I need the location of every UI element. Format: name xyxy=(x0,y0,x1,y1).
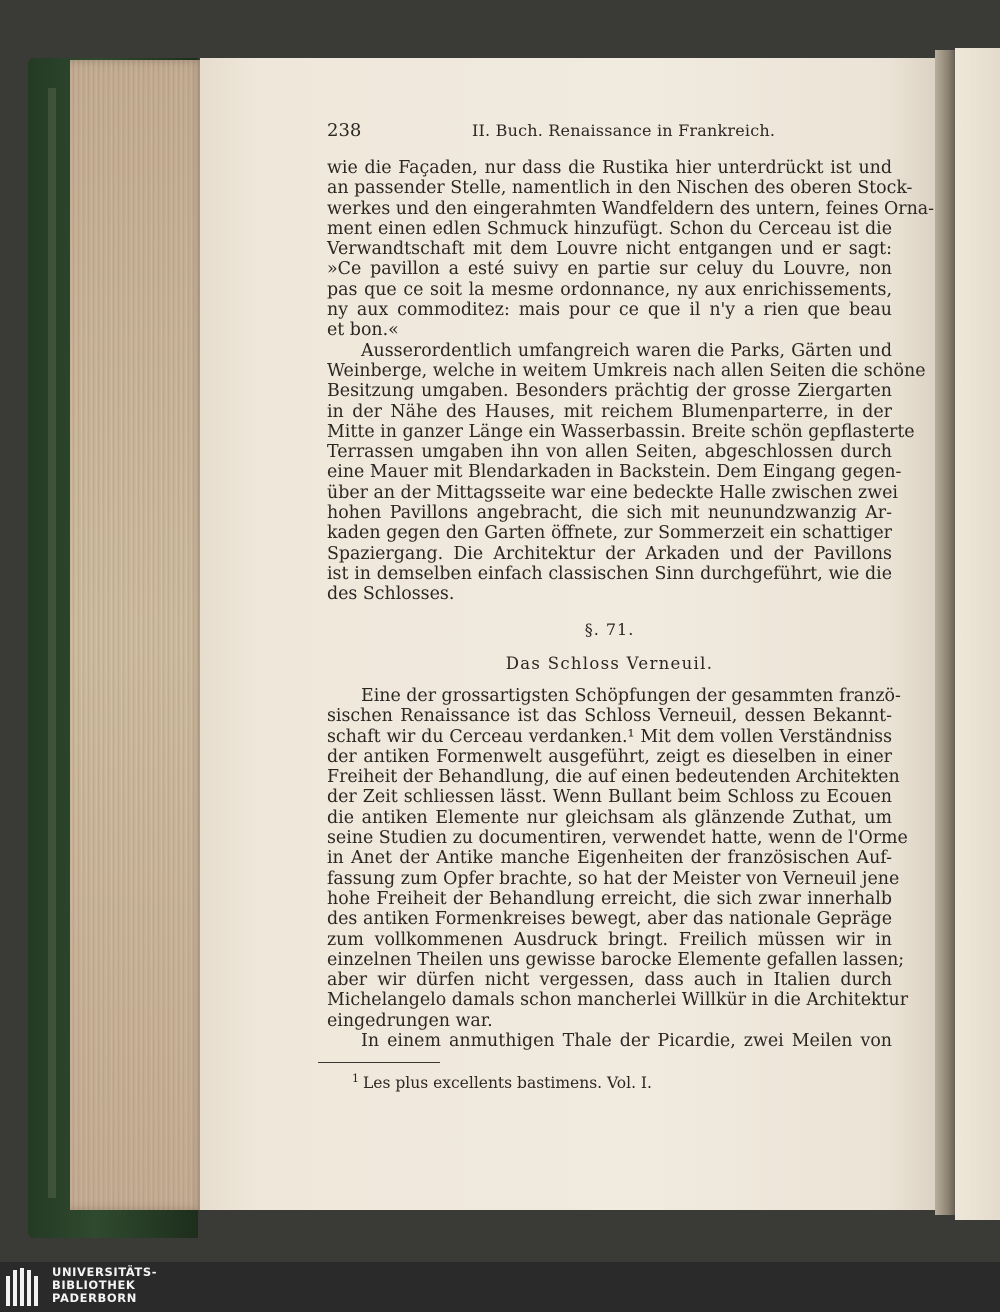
text-line: »Ce pavillon a esté suivy en partie sur celuy du Louvre, non xyxy=(327,259,892,280)
library-name-line: PADERBORN xyxy=(52,1291,137,1305)
footnote-text: Les plus excellents bastimens. Vol. I. xyxy=(363,1074,652,1093)
library-name xyxy=(52,1266,157,1305)
text-line: Ausserordentlich umfangreich waren die Parks, Gärten und xyxy=(361,340,892,361)
running-head xyxy=(327,120,892,146)
text-line: in Anet der Antike manche Eigenheiten der französischen Auf- xyxy=(327,848,892,869)
text-line: Verwandtschaft mit dem Louvre nicht entgangen und er sagt: xyxy=(327,239,892,260)
page-number: 238 xyxy=(327,120,362,141)
page-edges xyxy=(70,60,205,1210)
text-line: eine Mauer mit Blendarkaden in Backstein. Dem Eingang gegen- xyxy=(327,462,902,483)
text-line: des antiken Formenkreises bewegt, aber das nationale Gepräge xyxy=(327,909,892,930)
text-line: zum vollkommenen Ausdruck bringt. Freilich müssen wir in xyxy=(327,929,892,950)
facing-page-edge xyxy=(955,48,1000,1220)
text-line: des Schlosses. xyxy=(327,584,455,605)
text-line: Mitte in ganzer Länge ein Wasserbassin. Breite schön gepflasterte xyxy=(327,421,915,442)
text-line: Spaziergang. Die Architektur der Arkaden und der Pavillons xyxy=(327,543,892,564)
text-line: kaden gegen den Garten öffnete, zur Sommerzeit ein schattiger xyxy=(327,523,892,544)
text-line: einzelnen Theilen uns gewisse barocke Elemente gefallen lassen; xyxy=(327,949,905,970)
text-line: fassung zum Opfer brachte, so hat der Meister von Verneuil jene xyxy=(327,868,900,889)
book-gutter xyxy=(935,50,957,1215)
text-line: seine Studien zu documentiren, verwendet hatte, wenn de l'Orme xyxy=(327,828,908,849)
footnote-mark: 1 xyxy=(352,1072,359,1085)
section-text xyxy=(327,686,909,1052)
text-line: in der Nähe des Hauses, mit reichem Blumenparterre, in der xyxy=(327,401,892,422)
footnote-rule xyxy=(318,1062,440,1063)
text-line: ny aux commoditez: mais pour ce que il n'y a rien que beau xyxy=(327,300,892,321)
library-name-line: BIBLIOTHEK xyxy=(52,1278,136,1292)
text-line: Terrassen umgaben ihn von allen Seiten, abgeschlossen durch xyxy=(327,442,892,463)
text-line: Weinberge, welche in weitem Umkreis nach allen Seiten die schöne xyxy=(327,360,926,381)
text-line: hohen Pavillons angebracht, die sich mit neunundzwanzig Ar- xyxy=(327,503,892,524)
text-line: Michelangelo damals schon mancherlei Willkür in die Architektur xyxy=(327,990,909,1011)
text-line: über an der Mittagsseite war eine bedeckte Halle zwischen zwei xyxy=(327,482,898,503)
text-line: eingedrungen war. xyxy=(327,1010,493,1031)
section-title: Das Schloss Verneuil. xyxy=(505,654,714,673)
running-head-title: II. Buch. Renaissance in Frankreich. xyxy=(472,121,776,140)
text-line: et bon.« xyxy=(327,320,399,341)
text-line: Freiheit der Behandlung, die auf einen bedeutenden Architekten xyxy=(327,767,900,788)
text-line: schaft wir du Cerceau verdanken.¹ Mit dem vollen Verständniss xyxy=(327,726,892,747)
text-line: der Zeit schliessen lässt. Wenn Bullant beim Schloss zu Ecouen xyxy=(327,787,892,808)
text-line: In einem anmuthigen Thale der Picardie, zwei Meilen von xyxy=(361,1031,892,1052)
footnote xyxy=(352,1072,652,1092)
text-line: werkes und den eingerahmten Wandfeldern des untern, feines Orna- xyxy=(327,198,935,219)
text-line: aber wir dürfen nicht vergessen, dass auch in Italien durch xyxy=(327,970,892,991)
text-line: pas que ce soit la mesme ordonnance, ny aux enrichissements, xyxy=(327,279,892,300)
text-line: ist in demselben einfach classischen Sinn durchgeführt, wie die xyxy=(327,563,892,584)
library-logo-icon xyxy=(6,1268,44,1306)
main-text xyxy=(327,158,935,605)
library-banner xyxy=(0,1262,1000,1312)
text-line: ment einen edlen Schmuck hinzufügt. Schon du Cerceau ist die xyxy=(327,218,892,239)
text-line: Eine der grossartigsten Schöpfungen der gesammten franzö- xyxy=(361,686,901,706)
text-line: hohe Freiheit der Behandlung erreicht, die sich zwar innerhalb xyxy=(327,888,892,909)
section-number: §. 71. xyxy=(584,620,635,639)
text-line: wie die Façaden, nur dass die Rustika hier unterdrückt ist und xyxy=(327,158,892,178)
library-name-line: UNIVERSITÄTS- xyxy=(52,1265,158,1279)
text-line: die antiken Elemente nur gleichsam als glänzende Zuthat, um xyxy=(327,807,892,828)
text-line: Besitzung umgaben. Besonders prächtig der grosse Ziergarten xyxy=(327,381,892,402)
text-line: an passender Stelle, namentlich in den Nischen des oberen Stock- xyxy=(327,178,913,199)
text-line: sischen Renaissance ist das Schloss Verneuil, dessen Bekannt- xyxy=(327,706,892,727)
text-line: der antiken Formenwelt ausgeführt, zeigt es dieselben in einer xyxy=(327,746,892,767)
